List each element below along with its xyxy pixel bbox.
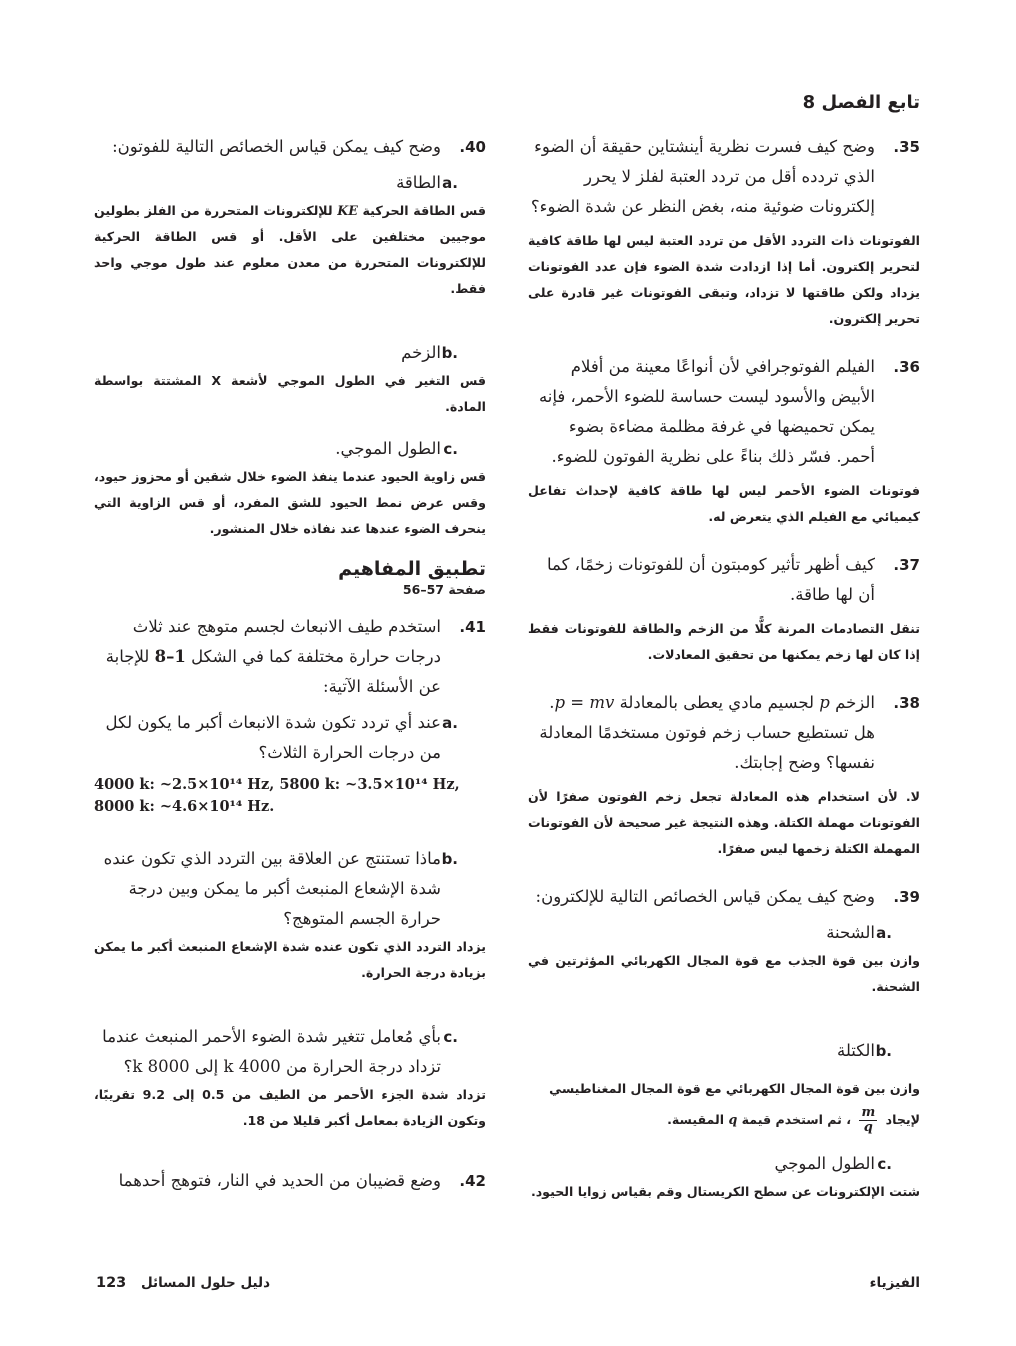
sub-label: الطول الموجي bbox=[774, 1154, 875, 1173]
footer-guide-title: دليل حلول المسائل bbox=[140, 1275, 271, 1291]
section-pages: صفحة 57–56 bbox=[402, 582, 486, 597]
question-36 bbox=[528, 352, 920, 472]
sub-letter: b. bbox=[875, 1042, 892, 1060]
mass-to-charge-fraction bbox=[859, 1106, 877, 1135]
answer-text: للإلكترونات المتحررة من الفلز بطولين موجيين مختلفين على الأقل. أو قس الطاقة الحركية للإلكترونات المتحررة من معدن معلوم عند طول موجي واحد فقط. bbox=[94, 203, 486, 296]
answer-40a bbox=[94, 198, 486, 302]
sub-question-40b bbox=[94, 338, 486, 368]
answer-38: لا. لأن استخدام هذه المعادلة تجعل زخم الفوتون صفرًا لأن الفوتونات مهملة الكتلة. وهذه النتيجة غير صحيحة لأن الفوتونات المهملة الكتلة زخمها ليس صفرًا. bbox=[528, 789, 920, 856]
answer-39c: شتت الإلكترونات عن سطح الكريستال وقم بقياس زوايا الحيود. bbox=[530, 1184, 920, 1199]
sub-letter: b. bbox=[441, 850, 458, 868]
answer-39b-line2 bbox=[528, 1106, 920, 1135]
sub-letter: a. bbox=[442, 174, 458, 192]
section-title: تطبيق المفاهيم bbox=[338, 558, 486, 580]
chapter-header: تابع الفصل 8 bbox=[802, 92, 920, 113]
question-text: الفيلم الفوتوجرافي لأن أنواعًا معينة من أفلام الأبيض والأسود ليست حساسة للضوء الأحمر، فإنه يمكن تحميضها في غرفة مظلمة مضاءة بضوء أحمر. فسّر ذلك بناءً على نظرية الفوتون للضوء. bbox=[538, 357, 875, 466]
question-text: كيف أظهر تأثير كومبتون أن للفوتونات زخمًا، كما أن لها طاقة. bbox=[547, 555, 875, 604]
question-number: .37 bbox=[893, 556, 920, 574]
sub-label: ماذا تستنتج عن العلاقة بين التردد الذي تكون عنده شدة الإشعاع المنبعث أكبر ما يمكن وبين درجة حرارة الجسم المتوهج؟ bbox=[103, 849, 441, 928]
sub-question-41c bbox=[94, 1022, 486, 1082]
answer-39b bbox=[528, 1076, 920, 1135]
charge-symbol: q bbox=[728, 1112, 738, 1127]
fraction-denominator: q bbox=[863, 1120, 873, 1135]
sub-question-41b bbox=[94, 844, 486, 934]
question-number: .39 bbox=[893, 888, 920, 906]
figure-reference: 8–1 bbox=[154, 647, 186, 666]
question-39 bbox=[528, 882, 920, 912]
question-text-end: للإجابة عن الأسئلة الآتية: bbox=[105, 647, 441, 696]
momentum-symbol: p bbox=[819, 693, 830, 712]
sub-label: الكتلة bbox=[836, 1041, 875, 1060]
fraction-numerator: m bbox=[861, 1105, 876, 1120]
question-number: .35 bbox=[893, 138, 920, 156]
kinetic-energy-symbol: KE bbox=[337, 203, 358, 218]
answer-37: تنقل التصادمات المرنة كلًّا من الزخم والطاقة للفوتونات فقط إذا كان لها زخم يمكنها من تحقيق المعادلات. bbox=[528, 621, 920, 662]
answer-41a-line1: 4000 k: ~2.5×10¹⁴ Hz, 5800 k: ~3.5×10¹⁴ Hz, bbox=[94, 776, 460, 793]
footer-subject: الفيزياء bbox=[869, 1275, 920, 1291]
sub-question-40c bbox=[94, 434, 486, 464]
sub-letter: b. bbox=[441, 344, 458, 362]
right-column bbox=[528, 132, 920, 1219]
answer-41b: يزداد التردد الذي تكون عنده شدة الإشعاع المنبعث أكبر ما يمكن بزيادة درجة الحرارة. bbox=[94, 939, 486, 980]
question-text: وضح كيف فسرت نظرية أينشتاين حقيقة أن الضوء الذي تردده أقل من تردد العتبة لفلز لا يحرر إلكترونات ضوئية منه، بغض النظر عن شدة الضوء؟ bbox=[530, 137, 875, 216]
answer-39a: وازن بين قوة الجذب مع قوة المجال الكهربائي المؤثرتين في الشحنة. bbox=[528, 953, 920, 994]
question-35 bbox=[528, 132, 920, 222]
sub-label: عند أي تردد تكون شدة الانبعاث أكبر ما يكون لكل من درجات الحرارة الثلاث؟ bbox=[105, 713, 441, 762]
sub-letter: a. bbox=[876, 924, 892, 942]
question-text-start: الزخم bbox=[835, 693, 875, 712]
sub-question-39a bbox=[528, 918, 920, 948]
answer-36: فوتونات الضوء الأحمر ليس لها طاقة كافية لإحداث تفاعل كيميائي مع الفيلم الذي يتعرض له. bbox=[528, 483, 920, 524]
answer-39b-line1: وازن بين قوة المجال الكهربائي مع قوة المجال المغناطيسي bbox=[549, 1081, 920, 1096]
question-number: .42 bbox=[459, 1172, 486, 1190]
question-42 bbox=[94, 1166, 486, 1196]
sub-letter: c. bbox=[877, 1155, 892, 1173]
question-text: وضح كيف يمكن قياس الخصائص التالية للإلكترون: bbox=[535, 887, 875, 906]
answer-40c: قس زاوية الحيود عندما ينفذ الضوء خلال شقين أو محزوز حيود، وقس عرض نمط الحيود للشق المفرد، أو قس الزاوية التي ينحرف الضوء عندها عند نفاذه خلال المنشور. bbox=[94, 469, 486, 536]
question-text: وضح كيف يمكن قياس الخصائص التالية للفوتون: bbox=[112, 137, 441, 156]
answer-41c: تزداد شدة الجزء الأحمر من الطيف من 0.5 إلى 9.2 تقريبًا، وتكون الزيادة بمعامل أكبر قليلا من 18. bbox=[94, 1087, 486, 1128]
answer-41a-line2: 8000 k: ~4.6×10¹⁴ Hz. bbox=[94, 798, 275, 815]
answer-text: ، ثم استخدم قيمة bbox=[741, 1112, 852, 1127]
answer-41a bbox=[94, 774, 486, 818]
sub-letter: c. bbox=[443, 1028, 458, 1046]
question-text: وضع قضيبان من الحديد في النار، فتوهج أحدهما bbox=[118, 1171, 441, 1190]
answer-text: قس الطاقة الحركية bbox=[362, 203, 486, 218]
question-text-end: . هل تستطيع حساب زخم فوتون مستخدمًا المعادلة نفسها؟ وضح إجابتك. bbox=[539, 693, 875, 772]
answer-text: المقيسة. bbox=[667, 1112, 725, 1127]
sub-label: الطاقة bbox=[396, 173, 441, 192]
sub-question-40a bbox=[94, 168, 486, 198]
sub-question-41a bbox=[94, 708, 486, 768]
sub-letter: c. bbox=[443, 440, 458, 458]
question-38 bbox=[528, 688, 920, 778]
page-number: 123 bbox=[96, 1275, 127, 1291]
sub-label: بأي مُعامل تتغير شدة الضوء الأحمر المنبعث عندما تزداد درجة الحرارة من 4000 k إلى 8000 k؟ bbox=[102, 1027, 441, 1076]
sub-question-39b bbox=[528, 1036, 920, 1066]
sub-question-39c bbox=[528, 1149, 920, 1179]
question-text-mid: لجسيم مادي يعطى بالمعادلة bbox=[619, 693, 815, 712]
question-40 bbox=[94, 132, 486, 162]
left-column bbox=[94, 132, 486, 1202]
sub-label: الطول الموجي. bbox=[335, 439, 441, 458]
answer-text: لإيجاد bbox=[885, 1112, 920, 1127]
question-number: .36 bbox=[893, 358, 920, 376]
question-text-start: استخدم طيف الانبعاث لجسم متوهج عند ثلاث درجات حرارة مختلفة كما في الشكل bbox=[132, 617, 441, 666]
question-number: .40 bbox=[459, 138, 486, 156]
footer-guide bbox=[96, 1275, 270, 1291]
question-37 bbox=[528, 550, 920, 610]
answer-40b: قس التغير في الطول الموجي لأشعة X المشتتة بواسطة المادة. bbox=[94, 373, 486, 414]
answer-35: الفوتونات ذات التردد الأقل من تردد العتبة ليس لها طاقة كافية لتحرير إلكترون. أما إذا ازدادت شدة الضوء فإن عدد الفوتونات يزداد ولكن طاقتها لا تزداد، وتبقى الفوتونات غير قادرة على تحرير إلكترون. bbox=[528, 233, 920, 326]
momentum-equation: p = mv bbox=[554, 693, 615, 712]
sub-label: الزخم bbox=[401, 343, 441, 362]
sub-label: الشحنة bbox=[826, 923, 875, 942]
question-number: .41 bbox=[459, 618, 486, 636]
sub-letter: a. bbox=[442, 714, 458, 732]
question-number: .38 bbox=[893, 694, 920, 712]
question-41 bbox=[94, 612, 486, 702]
